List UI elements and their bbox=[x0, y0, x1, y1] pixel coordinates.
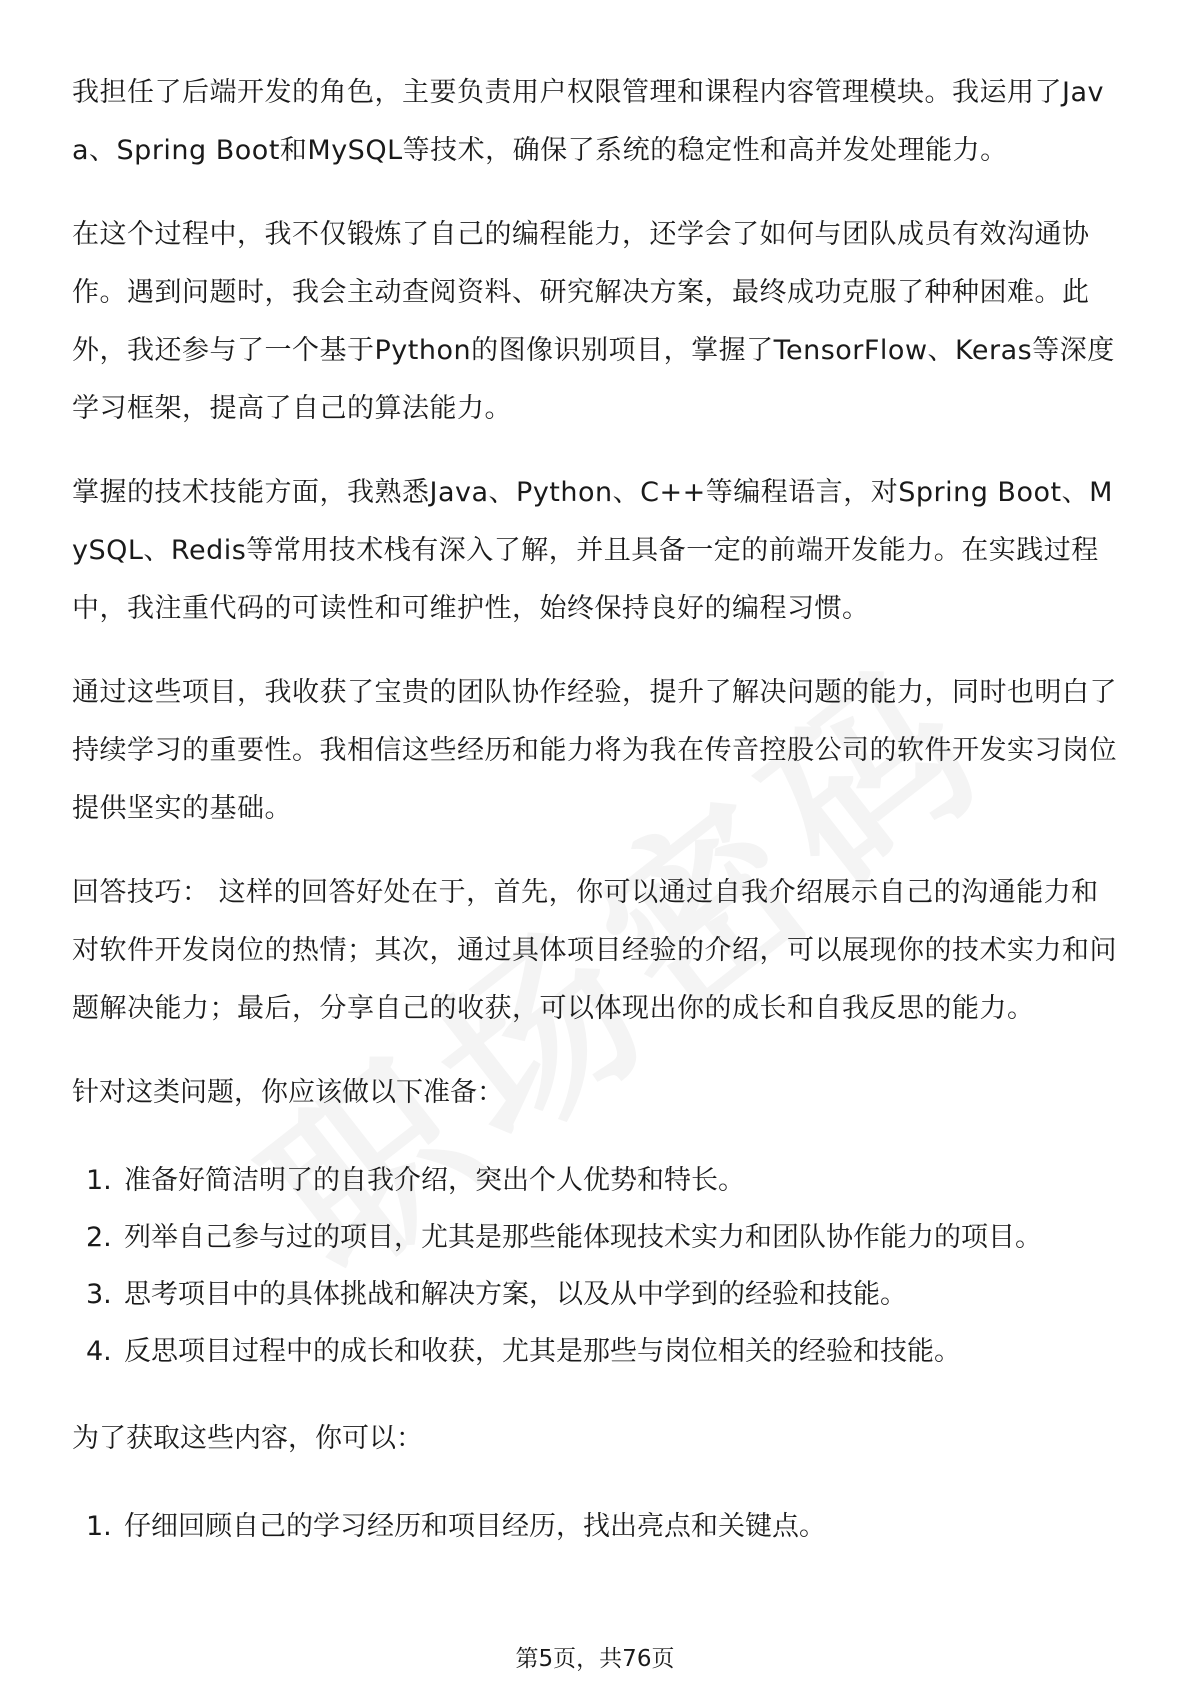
list-item-number: 1. bbox=[86, 1165, 112, 1196]
paragraph-role: 我担任了后端开发的角色，主要负责用户权限管理和课程内容管理模块。我运用了Java、Spring Boot和MySQL等技术，确保了系统的稳定性和高并发处理能力。 bbox=[72, 77, 1104, 166]
list-item-number: 1. bbox=[86, 1511, 112, 1542]
list-item-number: 3. bbox=[86, 1279, 112, 1310]
prep-list bbox=[72, 1152, 1122, 1380]
paragraph-tips: 回答技巧： 这样的回答好处在于，首先，你可以通过自我介绍展示自己的沟通能力和对软件开发岗位的热情；其次，通过具体项目经验的介绍，可以展现你的技术实力和问题解决能力；最后，分享自己的收获，可以体现出你的成长和自我反思的能力。 bbox=[72, 877, 1117, 1024]
page-number: 第5页，共76页 bbox=[515, 1646, 675, 1672]
paragraph-skills: 掌握的技术技能方面，我熟悉Java、Python、C++等编程语言，对Spring Boot、MySQL、Redis等常用技术栈有深入了解，并且具备一定的前端开发能力。在实践过程中，我注重代码的可读性和可维护性，始终保持良好的编程习惯。 bbox=[72, 477, 1113, 624]
list-item-number: 4. bbox=[86, 1336, 112, 1367]
list-item bbox=[72, 1152, 1122, 1209]
prep-intro: 针对这类问题，你应该做以下准备： bbox=[72, 1077, 504, 1108]
list-item bbox=[72, 1266, 1122, 1323]
paragraph-summary: 通过这些项目，我收获了宝贵的团队协作经验，提升了解决问题的能力，同时也明白了持续学习的重要性。我相信这些经历和能力将为我在传音控股公司的软件开发实习岗位提供坚实的基础。 bbox=[72, 677, 1117, 824]
list-item bbox=[72, 1498, 1122, 1555]
list-item bbox=[72, 1323, 1122, 1380]
list-item-text: 反思项目过程中的成长和收获，尤其是那些与岗位相关的经验和技能。 bbox=[124, 1336, 961, 1367]
page-footer bbox=[0, 1640, 1190, 1673]
document-body bbox=[72, 64, 1122, 1585]
list-item-text: 列举自己参与过的项目，尤其是那些能体现技术实力和团队协作能力的项目。 bbox=[124, 1222, 1042, 1253]
list-item-number: 2. bbox=[86, 1222, 112, 1253]
list-item-text: 思考项目中的具体挑战和解决方案，以及从中学到的经验和技能。 bbox=[124, 1279, 907, 1310]
list-item bbox=[72, 1209, 1122, 1266]
obtain-list bbox=[72, 1498, 1122, 1555]
list-item-text: 准备好简洁明了的自我介绍，突出个人优势和特长。 bbox=[124, 1165, 745, 1196]
obtain-intro: 为了获取这些内容，你可以： bbox=[72, 1423, 423, 1454]
paragraph-growth: 在这个过程中，我不仅锻炼了自己的编程能力，还学会了如何与团队成员有效沟通协作。遇到问题时，我会主动查阅资料、研究解决方案，最终成功克服了种种困难。此外，我还参与了一个基于Python的图像识别项目，掌握了TensorFlow、Keras等深度学习框架，提高了自己的算法能力。 bbox=[72, 219, 1115, 424]
list-item-text: 仔细回顾自己的学习经历和项目经历，找出亮点和关键点。 bbox=[124, 1511, 826, 1542]
